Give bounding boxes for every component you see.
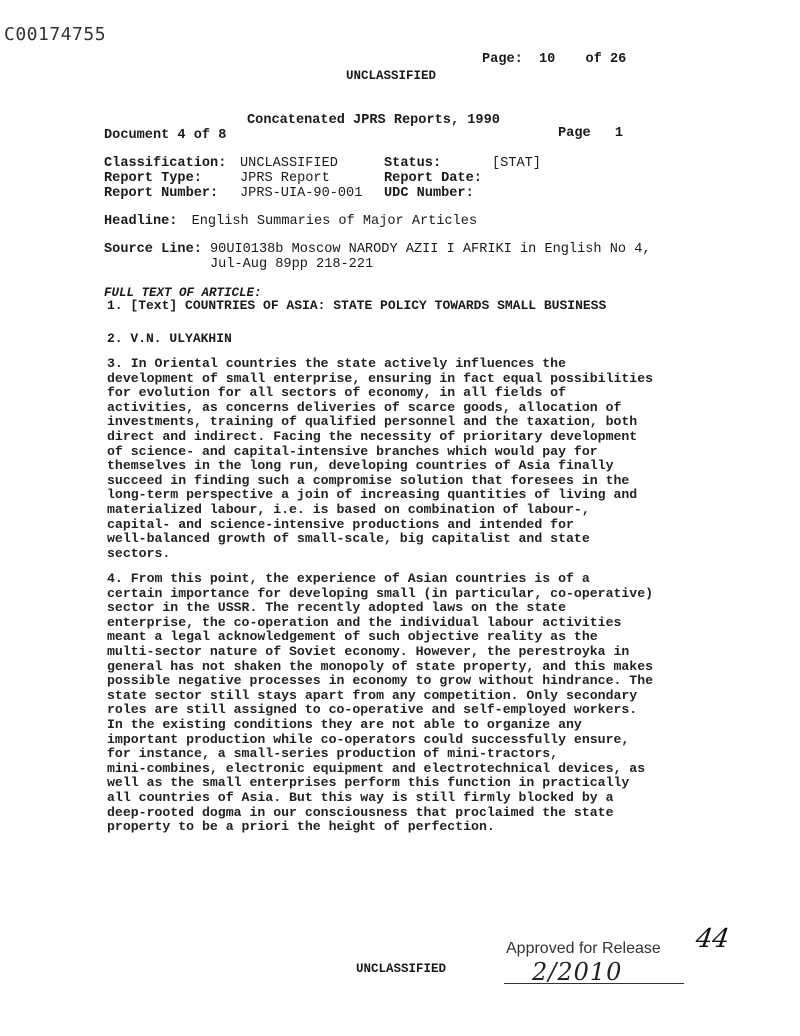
classification-label: Classification: bbox=[104, 156, 227, 171]
paragraph-line: sector in the USSR. The recently adopted laws on the state bbox=[107, 600, 566, 616]
source-line-text-2: Jul-Aug 89pp 218-221 bbox=[210, 257, 374, 272]
paragraph-line: important production while co-operators could successfully ensure, bbox=[107, 731, 630, 747]
paragraph-line: possible negative processes in economy to grow without hindrance. The bbox=[107, 673, 654, 689]
udc-number-label: UDC Number: bbox=[384, 186, 474, 201]
page-counter bbox=[482, 52, 626, 67]
report-type-label: Report Type: bbox=[104, 171, 202, 186]
paragraph-line: well-balanced growth of small-scale, big capitalist and state bbox=[107, 531, 590, 547]
paragraph-line: enterprise, the co-operation and the individual labour activities bbox=[107, 614, 622, 630]
paragraph-line: In the existing conditions they are not able to organize any bbox=[107, 716, 582, 732]
paragraph-line: direct and indirect. Facing the necessity of prioritary development bbox=[107, 428, 638, 444]
report-date-label: Report Date: bbox=[384, 171, 482, 186]
paragraph-line: materialized labour, i.e. is based on combination of labour-, bbox=[107, 501, 590, 517]
paragraph-line: meant a legal acknowledgement of such objective reality as the bbox=[107, 629, 598, 645]
source-line-label: Source Line: bbox=[104, 242, 202, 257]
document-id: C00174755 bbox=[4, 24, 107, 45]
headline-value: English Summaries of Major Articles bbox=[191, 214, 478, 229]
doc-page-number: 1 bbox=[614, 126, 623, 141]
full-text-label: FULL TEXT OF ARTICLE: bbox=[104, 286, 262, 300]
release-stamp-text: Approved for Release bbox=[506, 940, 661, 957]
paragraph-line: general has not shaken the monopoly of state property, and this makes bbox=[107, 658, 654, 674]
source-line-text-1: 90UI0138b Moscow NARODY AZII I AFRIKI in English No 4, bbox=[210, 242, 651, 257]
paragraph-line: roles are still assigned to co-operative and self-employed workers. bbox=[107, 702, 638, 718]
status-value: [STAT] bbox=[492, 156, 541, 171]
report-number-label: Report Number: bbox=[104, 186, 219, 201]
paragraph-line: 4. From this point, the experience of Asian countries is of a bbox=[107, 571, 590, 586]
paragraph-line: certain importance for developing small (in particular, co-operative) bbox=[107, 585, 654, 601]
paragraph-line: 3. In Oriental countries the state actively influences the bbox=[107, 356, 566, 371]
release-signature-line bbox=[504, 983, 684, 984]
status-label: Status: bbox=[384, 156, 442, 171]
classification-top: UNCLASSIFIED bbox=[346, 69, 437, 83]
doc-page-indicator bbox=[558, 126, 623, 141]
paragraph-4 bbox=[107, 571, 654, 835]
document-counter: Document 4 of 8 bbox=[104, 128, 227, 143]
source-line bbox=[104, 242, 651, 272]
report-type-value: JPRS Report bbox=[240, 171, 330, 186]
classification-value: UNCLASSIFIED bbox=[240, 156, 338, 171]
page-of-label: of bbox=[585, 52, 602, 67]
paragraph-line: property to be a priori the height of perfection. bbox=[107, 819, 495, 835]
paragraph-line: development of small enterprise, ensuring in fact equal possibilities bbox=[107, 370, 654, 386]
paragraph-line: for instance, a small-series production of mini-tractors, bbox=[107, 746, 559, 762]
paragraph-line: investments, training of qualified personnel and the taxation, both bbox=[107, 414, 638, 430]
paragraph-3 bbox=[107, 356, 654, 561]
paragraph-line: of science- and capital-intensive branches which would pay for bbox=[107, 443, 598, 459]
classification-bottom: UNCLASSIFIED bbox=[356, 962, 447, 976]
headline bbox=[104, 214, 477, 229]
paragraph-line: for evolution for all sectors of economy, in all fields of bbox=[107, 385, 566, 401]
page-number: 10 bbox=[538, 52, 556, 67]
metadata-block bbox=[104, 156, 541, 201]
paragraph-line: well as the small enterprises perform this function in practically bbox=[107, 775, 630, 791]
paragraph-line: activities, as concerns deliveries of scarce goods, allocation of bbox=[107, 399, 622, 415]
paragraph-line: sectors. bbox=[107, 545, 171, 561]
headline-label: Headline: bbox=[104, 214, 178, 229]
page-label: Page: bbox=[482, 52, 523, 67]
paragraph-line: deep-rooted dogma in our consciousness that proclaimed the state bbox=[107, 804, 614, 820]
paragraph-line: all countries of Asia. But this way is still firmly blocked by a bbox=[107, 789, 614, 805]
article-item-1: 1. [Text] COUNTRIES OF ASIA: STATE POLICY TOWARDS SMALL BUSINESS bbox=[107, 298, 607, 313]
release-date-handwritten: 2/2010 bbox=[532, 958, 623, 986]
paragraph-line: state sector still stays apart from any competition. Only secondary bbox=[107, 687, 638, 703]
paragraph-line: themselves in the long run, developing countries of Asia finally bbox=[107, 458, 614, 474]
handwritten-page-number: 44 bbox=[693, 924, 732, 954]
paragraph-line: multi-sector nature of Soviet economy. However, the perestroyka in bbox=[107, 643, 630, 659]
paragraph-line: mini-combines, electronic equipment and electrotechnical devices, as bbox=[107, 760, 646, 776]
paragraph-line: capital- and science-intensive productions and intended for bbox=[107, 516, 574, 532]
page-total: 26 bbox=[609, 52, 627, 67]
report-number-value: JPRS-UIA-90-001 bbox=[240, 186, 363, 201]
article-author: 2. V.N. ULYAKHIN bbox=[107, 331, 232, 346]
paragraph-line: succeed in finding such a compromise solution that foresees in the bbox=[107, 472, 630, 488]
paragraph-line: long-term perspective a join of increasing quantities of living and bbox=[107, 487, 638, 503]
doc-page-label: Page bbox=[558, 126, 591, 141]
report-title: Concatenated JPRS Reports, 1990 bbox=[247, 113, 500, 128]
